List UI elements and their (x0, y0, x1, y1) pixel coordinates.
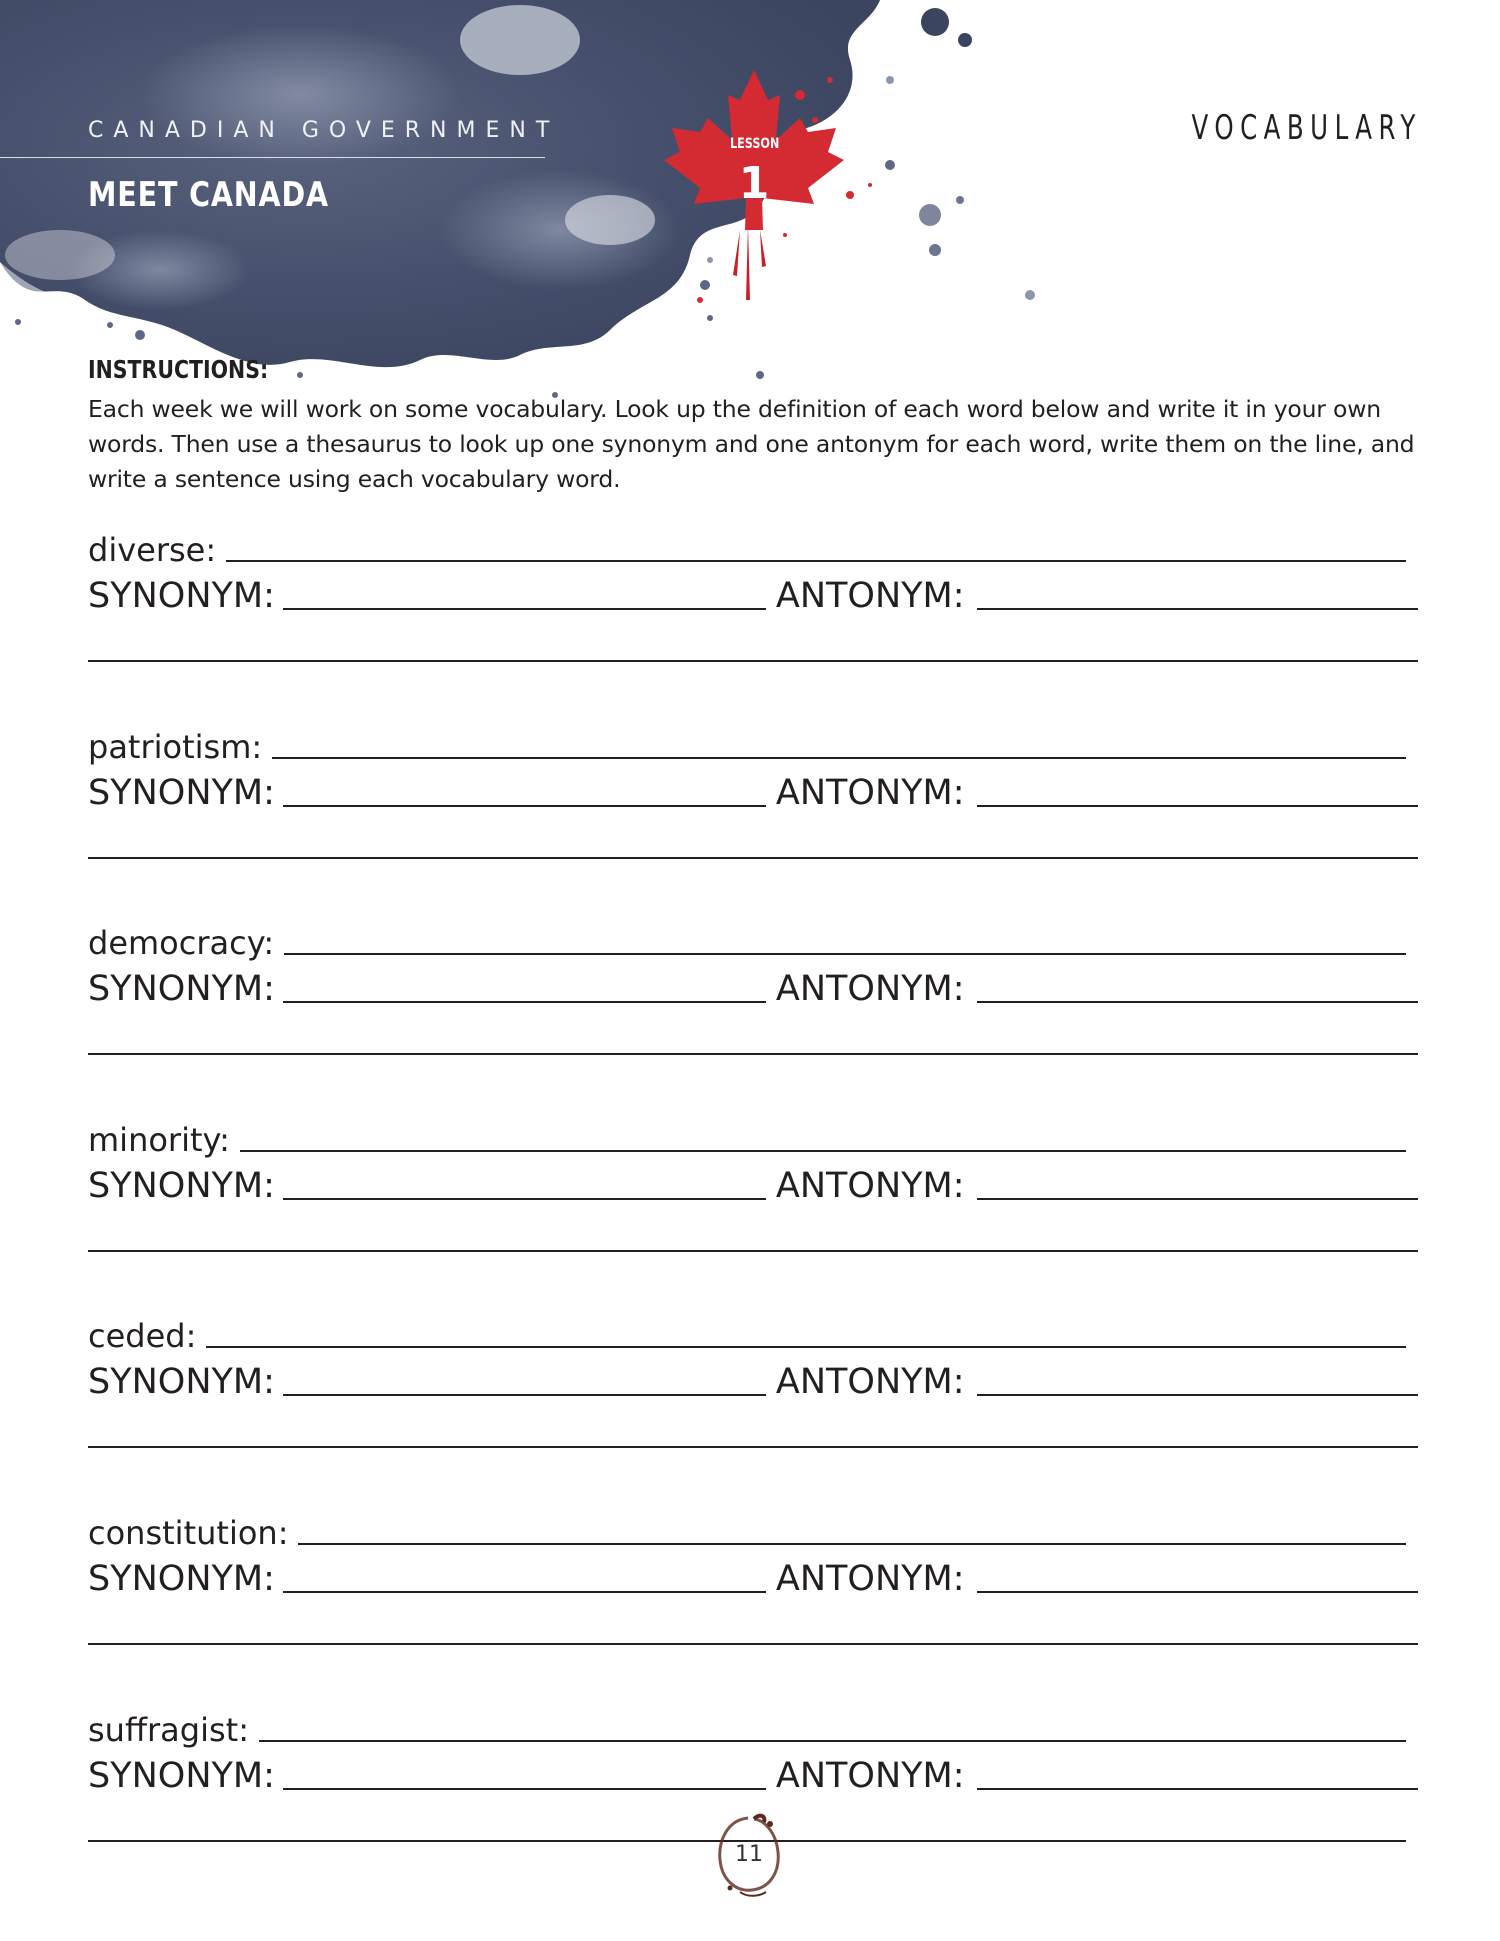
vocab-word: constitution: (88, 1514, 289, 1552)
synonym-line[interactable] (283, 1788, 766, 1790)
antonym-label: ANTONYM: (775, 1166, 965, 1206)
instructions-line: words. Then use a thesaurus to look up one synonym and one antonym for each word, write them on the line, and (88, 430, 1415, 458)
synonym-label: SYNONYM: (88, 1559, 275, 1599)
antonym-label: ANTONYM: (775, 1362, 965, 1402)
page-number: 11 (735, 1842, 763, 1867)
antonym-line[interactable] (977, 1788, 1419, 1790)
synonym-line[interactable] (283, 805, 766, 807)
antonym-line[interactable] (977, 805, 1419, 807)
vocab-entry-diverse (88, 520, 1418, 680)
synonym-line[interactable] (283, 1394, 766, 1396)
definition-line[interactable] (298, 1543, 1406, 1545)
definition-line[interactable] (206, 1346, 1406, 1348)
sentence-line[interactable] (88, 1053, 1418, 1055)
antonym-line[interactable] (977, 1001, 1419, 1003)
synonym-line[interactable] (283, 1591, 766, 1593)
vocab-entry-constitution (88, 1503, 1418, 1663)
synonym-label: SYNONYM: (88, 1362, 275, 1402)
sentence-line[interactable] (88, 1250, 1418, 1252)
header-rule (0, 157, 545, 158)
section-label: VOCABULARY (1191, 108, 1422, 148)
vocab-word: ceded: (88, 1317, 197, 1355)
lesson-number: 1 (738, 158, 770, 209)
vocab-word: diverse: (88, 531, 217, 569)
instructions-line: Each week we will work on some vocabulary. Look up the definition of each word below and write it in your own (88, 395, 1381, 423)
antonym-line[interactable] (977, 1394, 1419, 1396)
antonym-label: ANTONYM: (775, 969, 965, 1009)
synonym-line[interactable] (283, 1001, 766, 1003)
vocab-word: suffragist: (88, 1711, 249, 1749)
lesson-word: LESSON (730, 136, 780, 152)
sentence-line[interactable] (88, 857, 1418, 859)
antonym-label: ANTONYM: (775, 773, 965, 813)
vocab-entry-minority (88, 1110, 1418, 1270)
definition-line[interactable] (284, 953, 1406, 955)
antonym-label: ANTONYM: (775, 1756, 965, 1796)
antonym-label: ANTONYM: (775, 1559, 965, 1599)
instructions-text (88, 392, 1428, 497)
series-title: CANADIAN GOVERNMENT (88, 118, 560, 143)
antonym-label: ANTONYM: (775, 576, 965, 616)
antonym-line[interactable] (977, 1591, 1419, 1593)
instructions-line: write a sentence using each vocabulary word. (88, 465, 621, 493)
sentence-line[interactable] (88, 1446, 1418, 1448)
antonym-line[interactable] (977, 1198, 1419, 1200)
synonym-line[interactable] (283, 608, 766, 610)
sentence-line[interactable] (88, 660, 1418, 662)
synonym-label: SYNONYM: (88, 969, 275, 1009)
synonym-label: SYNONYM: (88, 1166, 275, 1206)
vocab-word: minority: (88, 1121, 230, 1159)
definition-line[interactable] (226, 560, 1406, 562)
sentence-line[interactable] (88, 1643, 1418, 1645)
definition-line[interactable] (272, 757, 1406, 759)
vocab-word: democracy: (88, 924, 275, 962)
synonym-label: SYNONYM: (88, 576, 275, 616)
synonym-label: SYNONYM: (88, 1756, 275, 1796)
vocab-word: patriotism: (88, 728, 263, 766)
vocab-entry-patriotism (88, 717, 1418, 877)
vocab-entry-democracy (88, 913, 1418, 1073)
instructions-heading: INSTRUCTIONS: (88, 355, 269, 384)
synonym-label: SYNONYM: (88, 773, 275, 813)
definition-line[interactable] (259, 1740, 1406, 1742)
synonym-line[interactable] (283, 1198, 766, 1200)
definition-line[interactable] (240, 1150, 1406, 1152)
unit-title: MEET CANADA (88, 175, 329, 215)
vocab-entry-ceded (88, 1306, 1418, 1466)
antonym-line[interactable] (977, 608, 1419, 610)
